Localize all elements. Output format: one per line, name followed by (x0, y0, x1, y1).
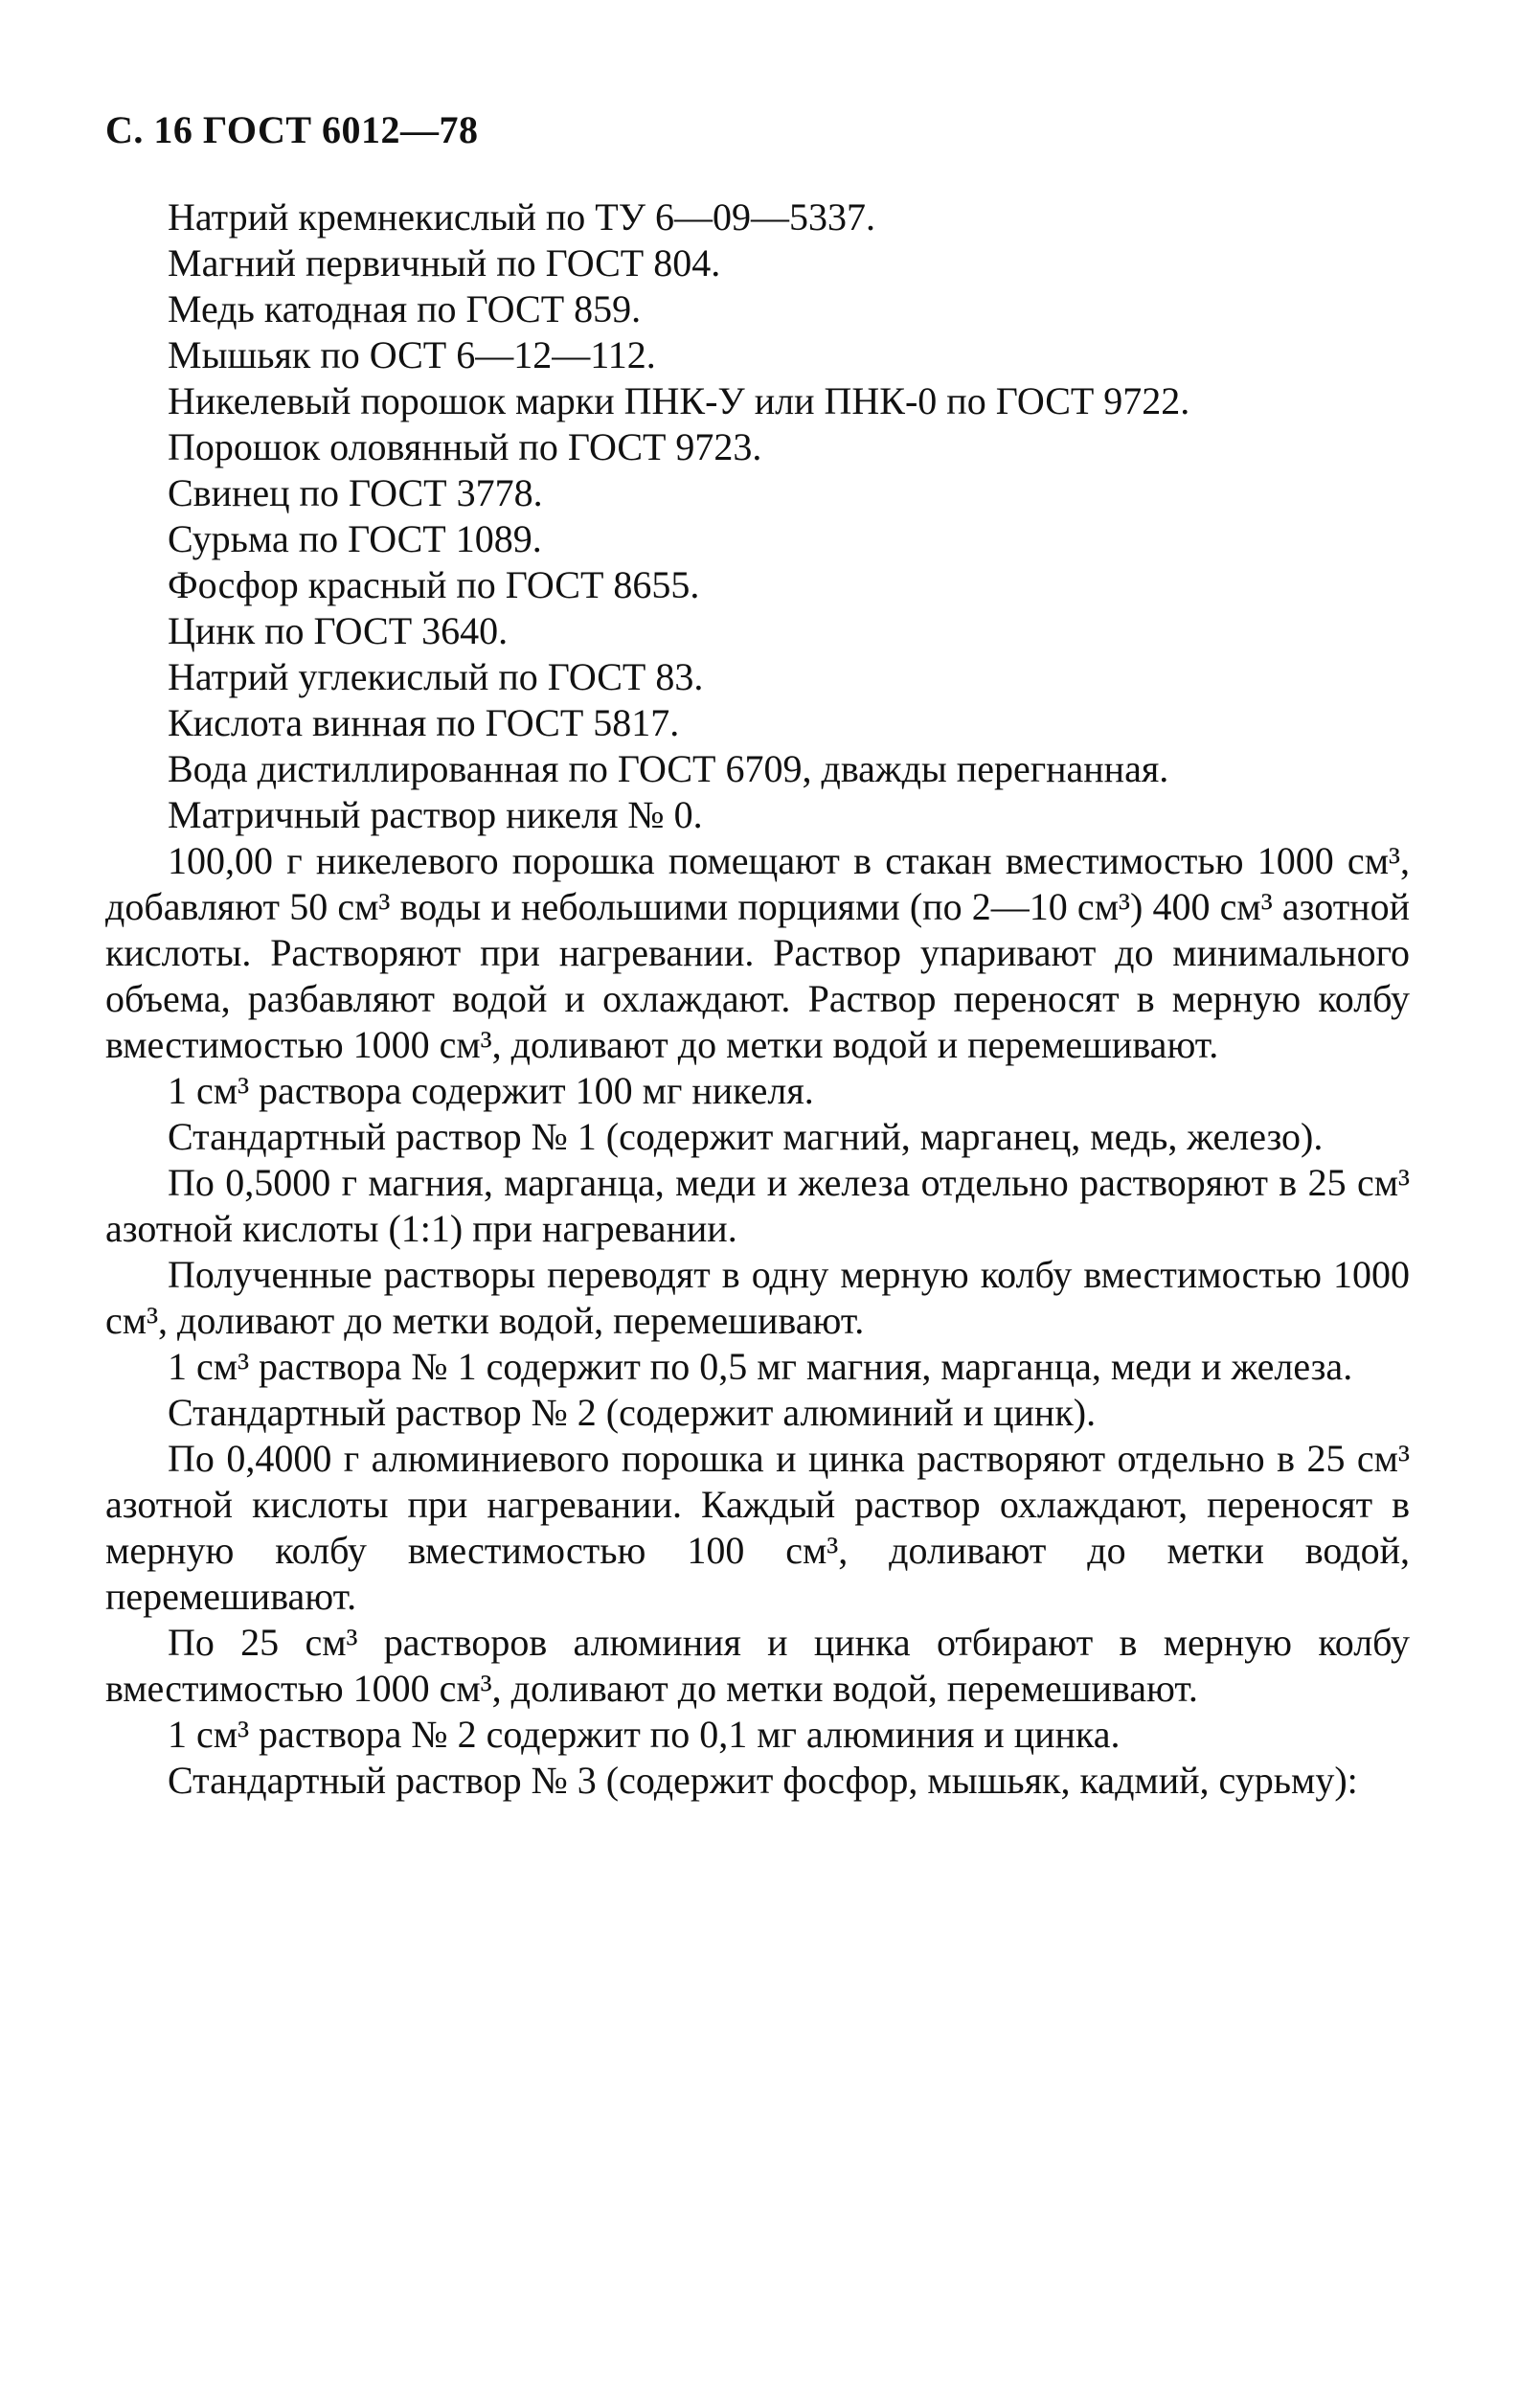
paragraph-solution-1-dilution: Полученные растворы переводят в одну мерную колбу вместимостью 1000 см³, доливают до метки водой, перемешивают. (105, 1253, 1410, 1342)
section-heading-standard-solution-2: Стандартный раствор № 2 (содержит алюминий и цинк). (168, 1391, 1097, 1434)
reagent-line: Натрий углекислый по ГОСТ 83. (168, 655, 704, 698)
reagent-line: Свинец по ГОСТ 3778. (168, 471, 543, 514)
paragraph-matrix-content: 1 см³ раствора содержит 100 мг никеля. (168, 1069, 814, 1112)
section-heading-matrix-solution: Матричный раствор никеля № 0. (168, 793, 703, 836)
paragraph-solution-1-preparation: По 0,5000 г магния, марганца, меди и железа отдельно растворяют в 25 см³ азотной кислоты (1:1) при нагревании. (105, 1161, 1410, 1250)
paragraph-solution-2-content: 1 см³ раствора № 2 содержит по 0,1 мг алюминия и цинка. (168, 1713, 1121, 1756)
reagent-line: Натрий кремнекислый по ТУ 6—09—5337. (168, 195, 876, 239)
reagent-line: Кислота винная по ГОСТ 5817. (168, 701, 680, 744)
paragraph-solution-2-preparation: По 0,4000 г алюминиевого порошка и цинка растворяют отдельно в 25 см³ азотной кислоты при нагревании. Каждый раствор охлаждают, переносят в мерную колбу вместимостью 100 см³, доливают до метки водой, перемешивают. (105, 1437, 1410, 1618)
reagent-line: Фосфор красный по ГОСТ 8655. (168, 563, 700, 606)
reagent-line: Цинк по ГОСТ 3640. (168, 609, 509, 652)
section-heading-standard-solution-1: Стандартный раствор № 1 (содержит магний, марганец, медь, железо). (168, 1115, 1324, 1158)
section-heading-standard-solution-3: Стандартный раствор № 3 (содержит фосфор, мышьяк, кадмий, сурьму): (168, 1759, 1358, 1802)
reagent-line: Вода дистиллированная по ГОСТ 6709, дважды перегнанная. (168, 747, 1169, 790)
reagent-line: Порошок оловянный по ГОСТ 9723. (168, 425, 762, 468)
reagent-line: Мышьяк по ОСТ 6—12—112. (168, 333, 656, 376)
reagent-line: Сурьма по ГОСТ 1089. (168, 517, 542, 560)
page-header: С. 16 ГОСТ 6012—78 (105, 108, 479, 151)
reagent-line: Магний первичный по ГОСТ 804. (168, 241, 721, 284)
paragraph-solution-1-content: 1 см³ раствора № 1 содержит по 0,5 мг магния, марганца, меди и железа. (168, 1345, 1353, 1388)
paragraph-solution-2-dilution: По 25 см³ растворов алюминия и цинка отбирают в мерную колбу вместимостью 1000 см³, доливают до метки водой, перемешивают. (105, 1621, 1410, 1710)
paragraph-matrix-preparation: 100,00 г никелевого порошка помещают в стакан вместимостью 1000 см³, добавляют 50 см³ воды и небольшими порциями (по 2—10 см³) 400 см³ азотной кислоты. Растворяют при нагревании. Раствор упаривают до минимального объема, разбавляют водой и охлаждают. Раствор переносят в мерную колбу вместимостью 1000 см³, доливают до метки водой и перемешивают. (105, 839, 1410, 1066)
reagent-line: Медь катодная по ГОСТ 859. (168, 287, 642, 330)
document-body (105, 194, 1410, 1804)
reagent-line: Никелевый порошок марки ПНК-У или ПНК-0 по ГОСТ 9722. (168, 379, 1190, 422)
